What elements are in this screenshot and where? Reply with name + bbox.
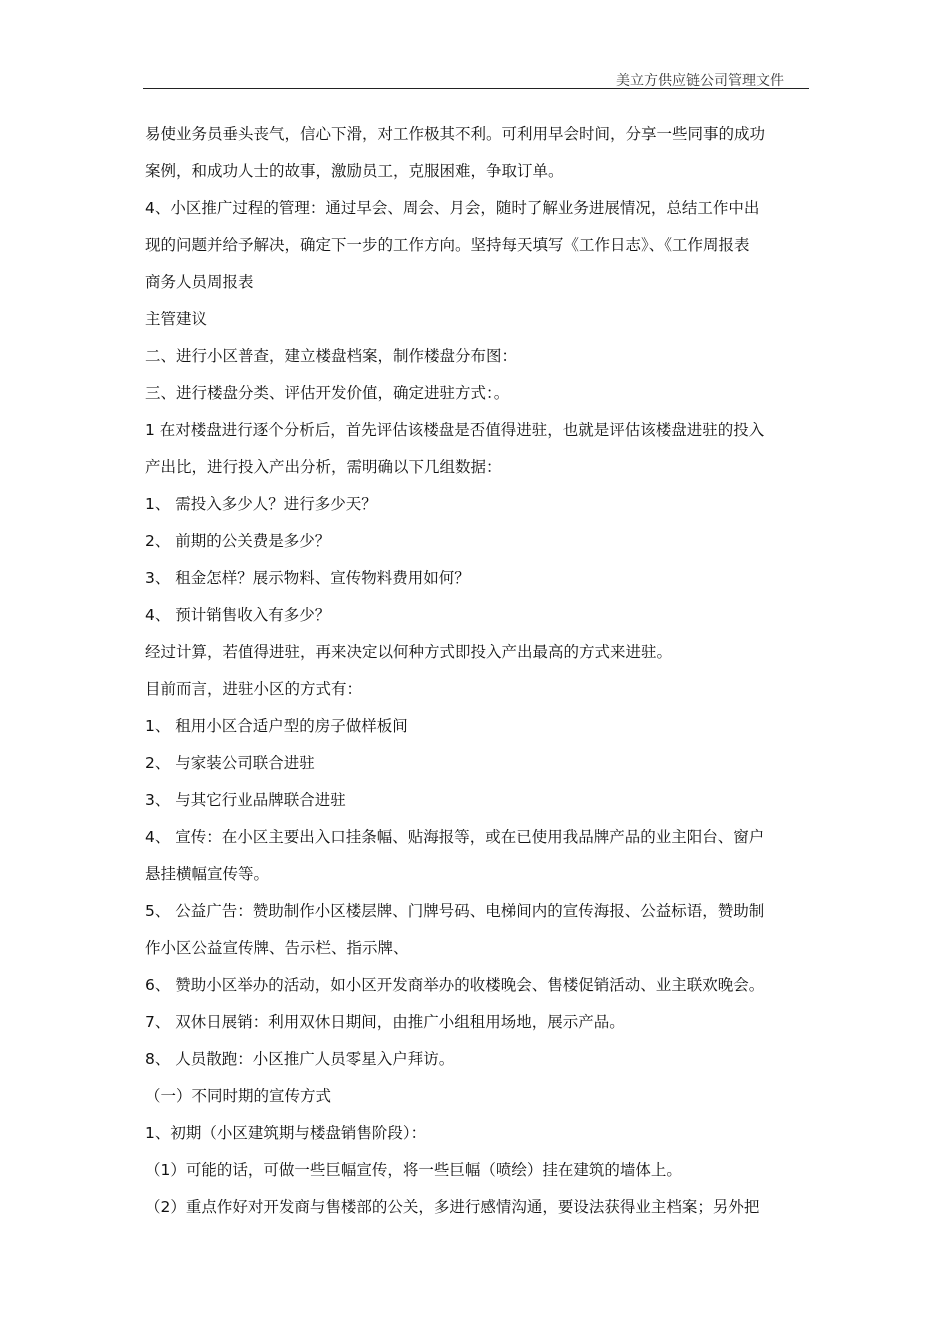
text-line: 主管建议 <box>145 310 208 328</box>
text-line: 4、 预计销售收入有多少？ <box>145 606 331 624</box>
text-line: 1、 租用小区合适户型的房子做样板间 <box>145 717 408 735</box>
text-line: （1）可能的话，可做一些巨幅宣传，将一些巨幅（喷绘）挂在建筑的墙体上。 <box>145 1161 682 1179</box>
text-line: 2、 前期的公关费是多少？ <box>145 532 331 550</box>
text-line: 4、小区推广过程的管理：通过早会、周会、月会，随时了解业务进展情况，总结工作中出 <box>145 199 760 217</box>
text-line: 2、 与家装公司联合进驻 <box>145 754 315 772</box>
text-line: 产出比，进行投入产出分析，需明确以下几组数据： <box>145 458 502 476</box>
text-line: 经过计算，若值得进驻，再来决定以何种方式即投入产出最高的方式来进驻。 <box>145 643 673 661</box>
header-divider <box>143 88 809 89</box>
text-line: 5、 公益广告：赞助制作小区楼层牌、门牌号码、电梯间内的宣传海报、公益标语，赞助制 <box>145 902 765 920</box>
text-line: （一）不同时期的宣传方式 <box>145 1087 332 1105</box>
text-line: 易使业务员垂头丧气，信心下滑，对工作极其不利。可利用早会时间，分享一些同事的成功 <box>145 125 766 143</box>
text-line: 7、 双休日展销：利用双休日期间，由推广小组租用场地，展示产品。 <box>145 1013 625 1031</box>
page-header-title: 美立方供应链公司管理文件 <box>616 73 784 89</box>
document-body <box>145 116 811 1226</box>
text-line: 作小区公益宣传牌、告示栏、指示牌、 <box>145 939 409 957</box>
text-line: 现的问题并给予解决，确定下一步的工作方向。坚持每天填写《工作日志》、《工作周报表 <box>145 236 750 254</box>
text-line: 4、 宣传：在小区主要出入口挂条幅、贴海报等，或在已使用我品牌产品的业主阳台、窗户 <box>145 828 765 846</box>
text-line: 1、 需投入多少人？进行多少天？ <box>145 495 377 513</box>
text-line: 商务人员周报表 <box>145 273 254 291</box>
text-line: 8、 人员散跑：小区推广人员零星入户拜访。 <box>145 1050 455 1068</box>
text-line: 三、进行楼盘分类、评估开发价值，确定进驻方式：。 <box>145 384 510 402</box>
text-line: 目前而言，进驻小区的方式有： <box>145 680 363 698</box>
text-line: 3、 租金怎样？展示物料、宣传物料费用如何？ <box>145 569 470 587</box>
text-line: 二、进行小区普查，建立楼盘档案，制作楼盘分布图： <box>145 347 518 365</box>
text-line: （2）重点作好对开发商与售楼部的公关，多进行感情沟通，要设法获得业主档案；另外把 <box>145 1198 760 1216</box>
text-line: 悬挂横幅宣传等。 <box>145 865 270 883</box>
text-line: 案例，和成功人士的故事，激励员工，克服困难，争取订单。 <box>145 162 564 180</box>
text-line: 1、初期（小区建筑期与楼盘销售阶段）： <box>145 1124 427 1142</box>
text-line: 3、 与其它行业品牌联合进驻 <box>145 791 346 809</box>
text-line: 6、 赞助小区举办的活动，如小区开发商举办的收楼晚会、售楼促销活动、业主联欢晚会。 <box>145 976 765 994</box>
text-line: 1 在对楼盘进行逐个分析后，首先评估该楼盘是否值得进驻，也就是评估该楼盘进驻的投入 <box>145 421 765 439</box>
